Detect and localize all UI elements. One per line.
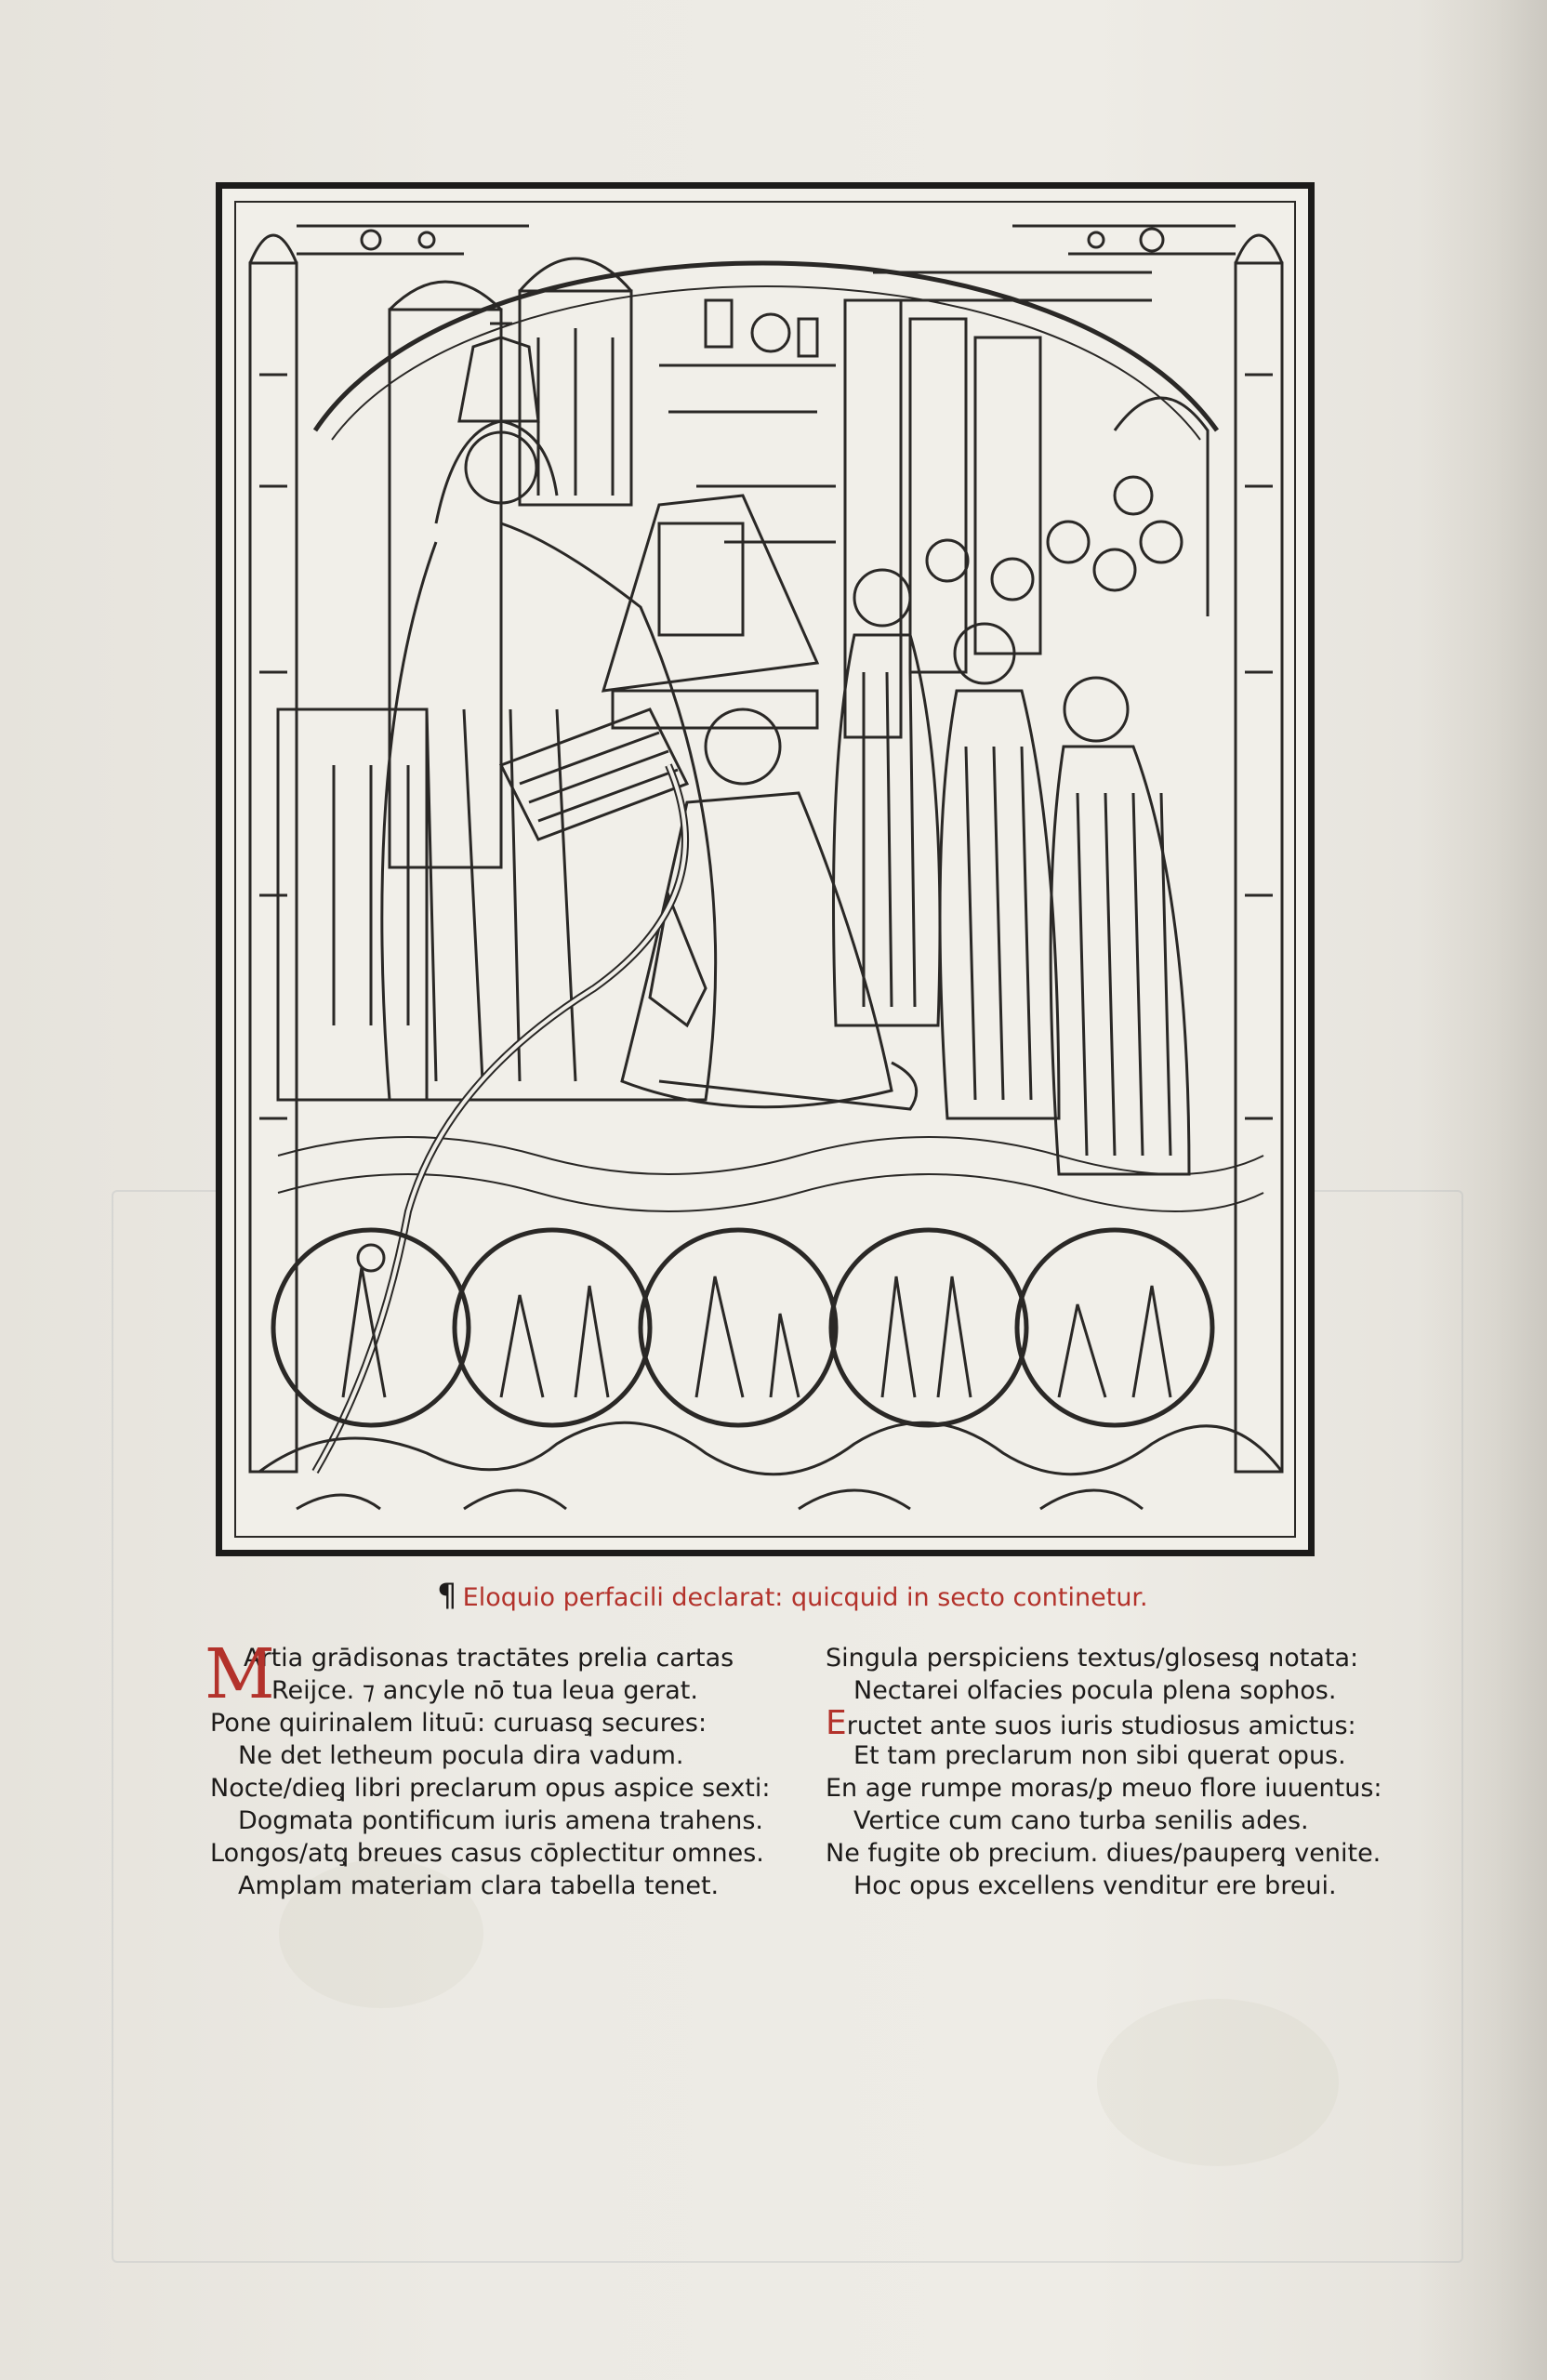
verse-line <box>210 1772 805 1805</box>
verse-column-left <box>205 1634 805 1902</box>
rubricated-initial: E <box>826 1704 847 1742</box>
verse-text: Artia grādisonas tractātes prelia cartas <box>244 1644 734 1673</box>
verse-text: Longos/atq̧ breues casus cōplectitur omnes. <box>210 1839 764 1868</box>
verse-line <box>826 1805 1421 1837</box>
verse-text: Nocte/dieq̧ libri preclarum opus aspice sexti: <box>210 1774 771 1803</box>
verse-text: En age rumpe moras/ꝑ meuo flore iuuentus: <box>826 1774 1382 1803</box>
verse-text: Hoc opus excellens venditur ere breui. <box>853 1871 1337 1900</box>
verse-text: ructet ante suos iuris studiosus amictus: <box>846 1712 1356 1740</box>
verse-line <box>826 1674 1421 1707</box>
verse-line <box>210 1739 805 1772</box>
verse-text: Ne fugite ob precium. diues/pauperq̧ venite. <box>826 1839 1382 1868</box>
verse-line <box>210 1707 805 1739</box>
verse-line <box>826 1870 1421 1902</box>
verse-text: Vertice cum cano turba senilis ades. <box>853 1806 1309 1835</box>
caption-line <box>437 1577 1274 1620</box>
verse-line <box>826 1642 1421 1674</box>
verse-text: Ne det letheum pocula dira vadum. <box>238 1741 684 1770</box>
verse-text: Nectarei olfacies pocula plena sophos. <box>853 1676 1337 1705</box>
paper-stain <box>1097 1999 1339 2166</box>
verse-text: Singula perspiciens textus/glosesq̧ notata: <box>826 1644 1359 1673</box>
verse-text: Reijce. ⁊ ancyle nō tua leua gerat. <box>271 1676 698 1705</box>
verse-line <box>826 1704 1421 1742</box>
verse-text: Pone quirinalem lituū: curuasq̧ secures: <box>210 1709 707 1738</box>
caption-text: Eloquio perfacili declarat: quicquid in secto continetur. <box>462 1583 1148 1612</box>
verse-line <box>826 1739 1421 1772</box>
verse-text: Dogmata pontificum iuris amena trahens. <box>238 1806 763 1835</box>
verse-line <box>210 1870 805 1902</box>
verse-text: Amplam materiam clara tabella tenet. <box>238 1871 720 1900</box>
pilcrow-mark: ¶ <box>437 1577 457 1614</box>
verse-line <box>210 1837 805 1870</box>
verse-line <box>210 1805 805 1837</box>
verse-text: Et tam preclarum non sibi querat opus. <box>853 1741 1346 1770</box>
decorated-initial: M <box>205 1634 275 1714</box>
verse-line <box>826 1772 1421 1805</box>
verse-column-right <box>826 1642 1421 1902</box>
verse-line <box>826 1837 1421 1870</box>
verse-line <box>210 1674 805 1707</box>
woodcut-illustration <box>216 182 1315 1556</box>
